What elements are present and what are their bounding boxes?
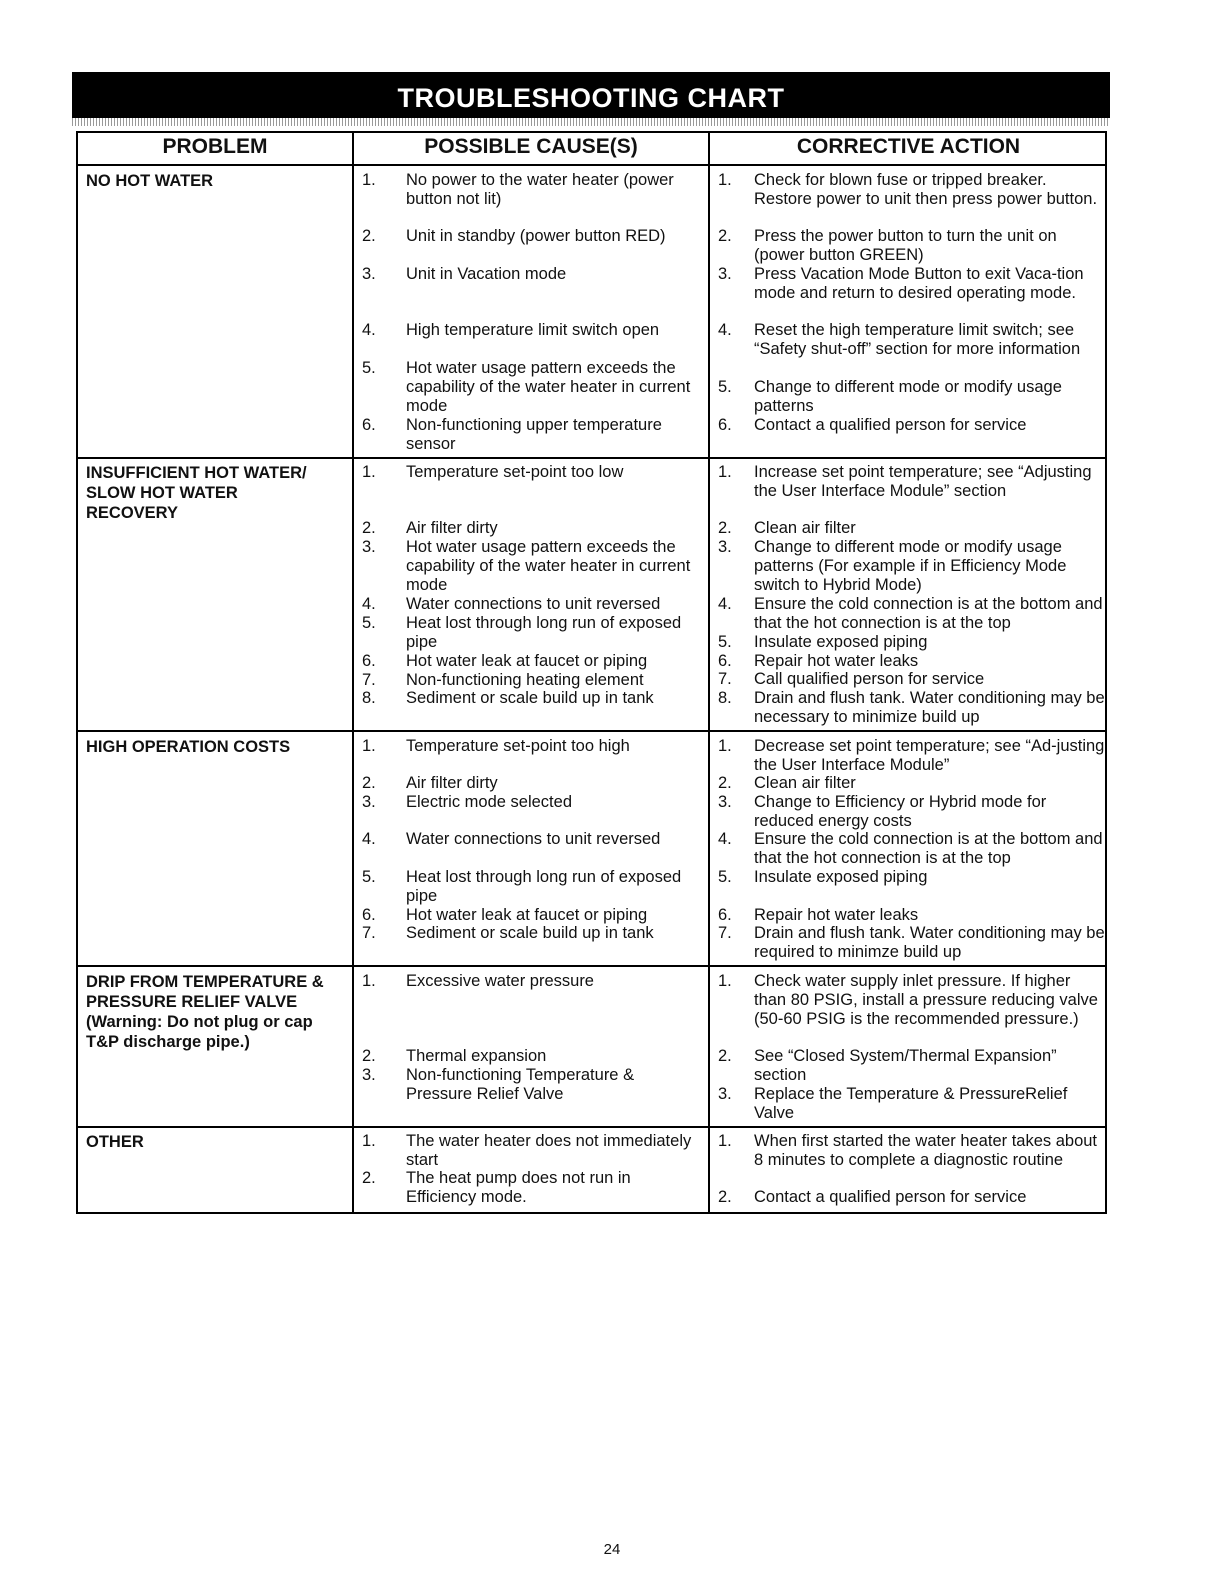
problem-line: PRESSURE RELIEF VALVE <box>86 993 298 1011</box>
action-text: Drain and flush tank. Water conditioning may be necessary to minimize build up <box>754 689 1105 726</box>
problem-line: T&P discharge pipe.) <box>86 1033 250 1051</box>
action-number: 7. <box>718 670 732 688</box>
cause-item <box>362 924 696 943</box>
action-text: Press the power button to turn the unit on (power button GREEN) <box>754 227 1057 264</box>
problem-line: HIGH OPERATION COSTS <box>86 738 291 756</box>
action-text: See “Closed System/Thermal Expansion” section <box>754 1047 1057 1084</box>
cause-text: Thermal expansion <box>406 1047 547 1065</box>
cause-text: Water connections to unit reversed <box>406 830 661 848</box>
problem-line: INSUFFICIENT HOT WATER/ <box>86 464 307 482</box>
action-number: 5. <box>718 378 732 396</box>
cause-number: 4. <box>362 830 376 848</box>
problem-label <box>86 972 348 1052</box>
action-item <box>718 1188 1106 1207</box>
action-item <box>718 830 1106 868</box>
action-text: Repair hot water leaks <box>754 906 919 924</box>
page-number: 24 <box>603 1541 621 1558</box>
action-text: Change to Efficiency or Hybrid mode for reduced energy costs <box>754 793 1047 830</box>
cause-item <box>362 1047 696 1066</box>
problem-line: RECOVERY <box>86 504 178 522</box>
action-number: 3. <box>718 1085 732 1103</box>
cause-item <box>362 689 696 708</box>
cause-text: Air filter dirty <box>406 774 498 792</box>
action-text: Insulate exposed piping <box>754 868 928 886</box>
cause-number: 1. <box>362 737 376 755</box>
action-item <box>718 1085 1106 1123</box>
action-item <box>718 924 1106 962</box>
cause-number: 4. <box>362 321 376 339</box>
cause-item <box>362 972 696 991</box>
action-text: Press Vacation Mode Button to exit Vaca-tion mode and return to desired operating mode. <box>754 265 1084 302</box>
cause-number: 7. <box>362 671 376 689</box>
action-number: 2. <box>718 1047 732 1065</box>
action-item <box>718 906 1106 925</box>
action-number: 1. <box>718 171 732 189</box>
cause-item <box>362 1169 696 1207</box>
cause-text: Non-functioning heating element <box>406 671 644 689</box>
cause-number: 3. <box>362 538 376 556</box>
action-text: Change to different mode or modify usage patterns <box>754 378 1062 415</box>
cause-text: Sediment or scale build up in tank <box>406 689 654 707</box>
action-number: 4. <box>718 321 732 339</box>
action-text: Ensure the cold connection is at the bottom and that the hot connection is at the top <box>754 595 1103 632</box>
cause-number: 2. <box>362 519 376 537</box>
cause-text: Heat lost through long run of exposed pipe <box>406 868 682 905</box>
action-number: 4. <box>718 830 732 848</box>
problem-label <box>86 737 348 757</box>
action-number: 4. <box>718 595 732 613</box>
row-rule <box>78 1126 1105 1128</box>
cause-number: 6. <box>362 906 376 924</box>
action-item <box>718 868 1106 887</box>
cause-text: Non-functioning Temperature & Pressure Relief Valve <box>406 1066 635 1103</box>
action-number: 3. <box>718 793 732 811</box>
cause-item <box>362 737 696 756</box>
action-number: 6. <box>718 416 732 434</box>
cause-text: Excessive water pressure <box>406 972 594 990</box>
cause-number: 1. <box>362 1132 376 1150</box>
action-item <box>718 538 1106 595</box>
action-item <box>718 793 1106 831</box>
problem-line: (Warning: Do not plug or cap <box>86 1013 313 1031</box>
cause-number: 6. <box>362 652 376 670</box>
action-text: Decrease set point temperature; see “Ad-justing the User Interface Module” <box>754 737 1105 774</box>
action-text: Change to different mode or modify usage patterns (For example if in Efficiency Mode switch to Hybrid Mode) <box>754 538 1067 594</box>
action-number: 3. <box>718 538 732 556</box>
action-item <box>718 227 1106 265</box>
cause-number: 1. <box>362 972 376 990</box>
action-text: Check water supply inlet pressure. If higher than 80 PSIG, install a pressure reducing valve (50-60 PSIG is the recommended pressure.) <box>754 972 1098 1028</box>
action-text: Check for blown fuse or tripped breaker. Restore power to unit then press power button. <box>754 171 1098 208</box>
header-corrective-action: CORRECTIVE ACTION <box>796 135 1021 158</box>
action-text: Drain and flush tank. Water conditioning may be required to minimze build up <box>754 924 1105 961</box>
cause-item <box>362 463 696 482</box>
action-item <box>718 519 1106 538</box>
cause-text: Non-functioning upper temperature sensor <box>406 416 662 453</box>
cause-text: High temperature limit switch open <box>406 321 660 339</box>
action-text: Call qualified person for service <box>754 670 985 688</box>
cause-text: Unit in standby (power button RED) <box>406 227 666 245</box>
cause-text: Hot water usage pattern exceeds the capability of the water heater in current mode <box>406 538 691 594</box>
action-text: When first started the water heater takes about 8 minutes to complete a diagnostic routine <box>754 1132 1098 1169</box>
cause-number: 5. <box>362 614 376 632</box>
action-text: Insulate exposed piping <box>754 633 928 651</box>
cause-text: The heat pump does not run in Efficiency mode. <box>406 1169 631 1206</box>
cause-item <box>362 538 696 595</box>
cause-text: Electric mode selected <box>406 793 572 811</box>
cause-number: 2. <box>362 774 376 792</box>
action-number: 2. <box>718 774 732 792</box>
cause-item <box>362 671 696 690</box>
cause-item <box>362 171 696 209</box>
row-rule <box>78 730 1105 732</box>
action-text: Clean air filter <box>754 519 856 537</box>
action-item <box>718 378 1106 416</box>
cause-number: 6. <box>362 416 376 434</box>
cause-text: Temperature set-point too high <box>406 737 630 755</box>
action-item <box>718 1132 1106 1170</box>
action-item <box>718 774 1106 793</box>
cause-text: Hot water usage pattern exceeds the capability of the water heater in current mode <box>406 359 691 415</box>
problem-line: DRIP FROM TEMPERATURE & <box>86 973 324 991</box>
cause-text: Temperature set-point too low <box>406 463 624 481</box>
action-number: 2. <box>718 519 732 537</box>
action-item <box>718 737 1106 775</box>
problem-line: OTHER <box>86 1133 144 1151</box>
cause-number: 5. <box>362 868 376 886</box>
problem-label <box>86 1132 348 1152</box>
action-text: Contact a qualified person for service <box>754 416 1027 434</box>
action-item <box>718 670 1106 689</box>
action-number: 1. <box>718 972 732 990</box>
cause-number: 7. <box>362 924 376 942</box>
cause-item <box>362 1066 696 1104</box>
cause-number: 3. <box>362 1066 376 1084</box>
problem-line: SLOW HOT WATER <box>86 484 238 502</box>
action-number: 1. <box>718 463 732 481</box>
row-rule <box>78 457 1105 459</box>
action-number: 6. <box>718 652 732 670</box>
column-divider <box>352 133 354 1212</box>
cause-text: Hot water leak at faucet or piping <box>406 652 648 670</box>
cause-number: 8. <box>362 689 376 707</box>
action-item <box>718 972 1106 1029</box>
row-rule <box>78 965 1105 967</box>
action-number: 1. <box>718 1132 732 1150</box>
cause-item <box>362 652 696 671</box>
problem-label <box>86 171 348 191</box>
action-item <box>718 171 1106 209</box>
cause-text: No power to the water heater (power button not lit) <box>406 171 674 208</box>
action-item <box>718 633 1106 652</box>
cause-text: Unit in Vacation mode <box>406 265 567 283</box>
action-item <box>718 595 1106 633</box>
action-item <box>718 416 1106 435</box>
action-item <box>718 652 1106 671</box>
cause-item <box>362 595 696 614</box>
action-text: Clean air filter <box>754 774 856 792</box>
cause-number: 3. <box>362 793 376 811</box>
cause-item <box>362 227 696 246</box>
action-text: Repair hot water leaks <box>754 652 919 670</box>
problem-label <box>86 463 348 523</box>
cause-item <box>362 868 696 906</box>
cause-number: 2. <box>362 227 376 245</box>
cause-item <box>362 830 696 849</box>
action-text: Increase set point temperature; see “Adjusting the User Interface Module” section <box>754 463 1092 500</box>
cause-text: Hot water leak at faucet or piping <box>406 906 648 924</box>
cause-item <box>362 416 696 454</box>
cause-number: 4. <box>362 595 376 613</box>
cause-text: Sediment or scale build up in tank <box>406 924 654 942</box>
action-number: 1. <box>718 737 732 755</box>
cause-text: The water heater does not immediately start <box>406 1132 692 1169</box>
action-item <box>718 1047 1106 1085</box>
cause-number: 3. <box>362 265 376 283</box>
action-text: Replace the Temperature & PressureRelief Valve <box>754 1085 1068 1122</box>
cause-number: 1. <box>362 463 376 481</box>
cause-number: 5. <box>362 359 376 377</box>
troubleshooting-table <box>76 131 1107 1214</box>
action-number: 7. <box>718 924 732 942</box>
cause-item <box>362 1132 696 1170</box>
chart-title: TROUBLESHOOTING CHART <box>72 72 1110 118</box>
action-number: 5. <box>718 633 732 651</box>
action-item <box>718 689 1106 727</box>
action-number: 2. <box>718 1188 732 1206</box>
action-item <box>718 463 1106 501</box>
action-number: 3. <box>718 265 732 283</box>
header-rule <box>78 164 1105 166</box>
action-item <box>718 265 1106 303</box>
cause-item <box>362 321 696 340</box>
column-divider <box>708 133 710 1212</box>
cause-number: 1. <box>362 171 376 189</box>
header-problem: PROBLEM <box>162 135 268 158</box>
action-text: Reset the high temperature limit switch; see “Safety shut-off” section for more information <box>754 321 1081 358</box>
cause-item <box>362 519 696 538</box>
action-text: Ensure the cold connection is at the bottom and that the hot connection is at the top <box>754 830 1103 867</box>
cause-item <box>362 265 696 284</box>
cause-item <box>362 614 696 652</box>
cause-item <box>362 906 696 925</box>
cause-text: Air filter dirty <box>406 519 498 537</box>
cause-item <box>362 359 696 416</box>
cause-item <box>362 774 696 793</box>
title-hatch-rule <box>72 118 1110 126</box>
header-possible-causes: POSSIBLE CAUSE(S) <box>424 135 638 158</box>
cause-text: Water connections to unit reversed <box>406 595 661 613</box>
action-number: 6. <box>718 906 732 924</box>
problem-line: NO HOT WATER <box>86 172 214 190</box>
action-number: 5. <box>718 868 732 886</box>
action-number: 2. <box>718 227 732 245</box>
cause-number: 2. <box>362 1169 376 1187</box>
cause-text: Heat lost through long run of exposed pipe <box>406 614 682 651</box>
action-item <box>718 321 1106 359</box>
cause-number: 2. <box>362 1047 376 1065</box>
action-text: Contact a qualified person for service <box>754 1188 1027 1206</box>
action-number: 8. <box>718 689 732 707</box>
cause-item <box>362 793 696 812</box>
